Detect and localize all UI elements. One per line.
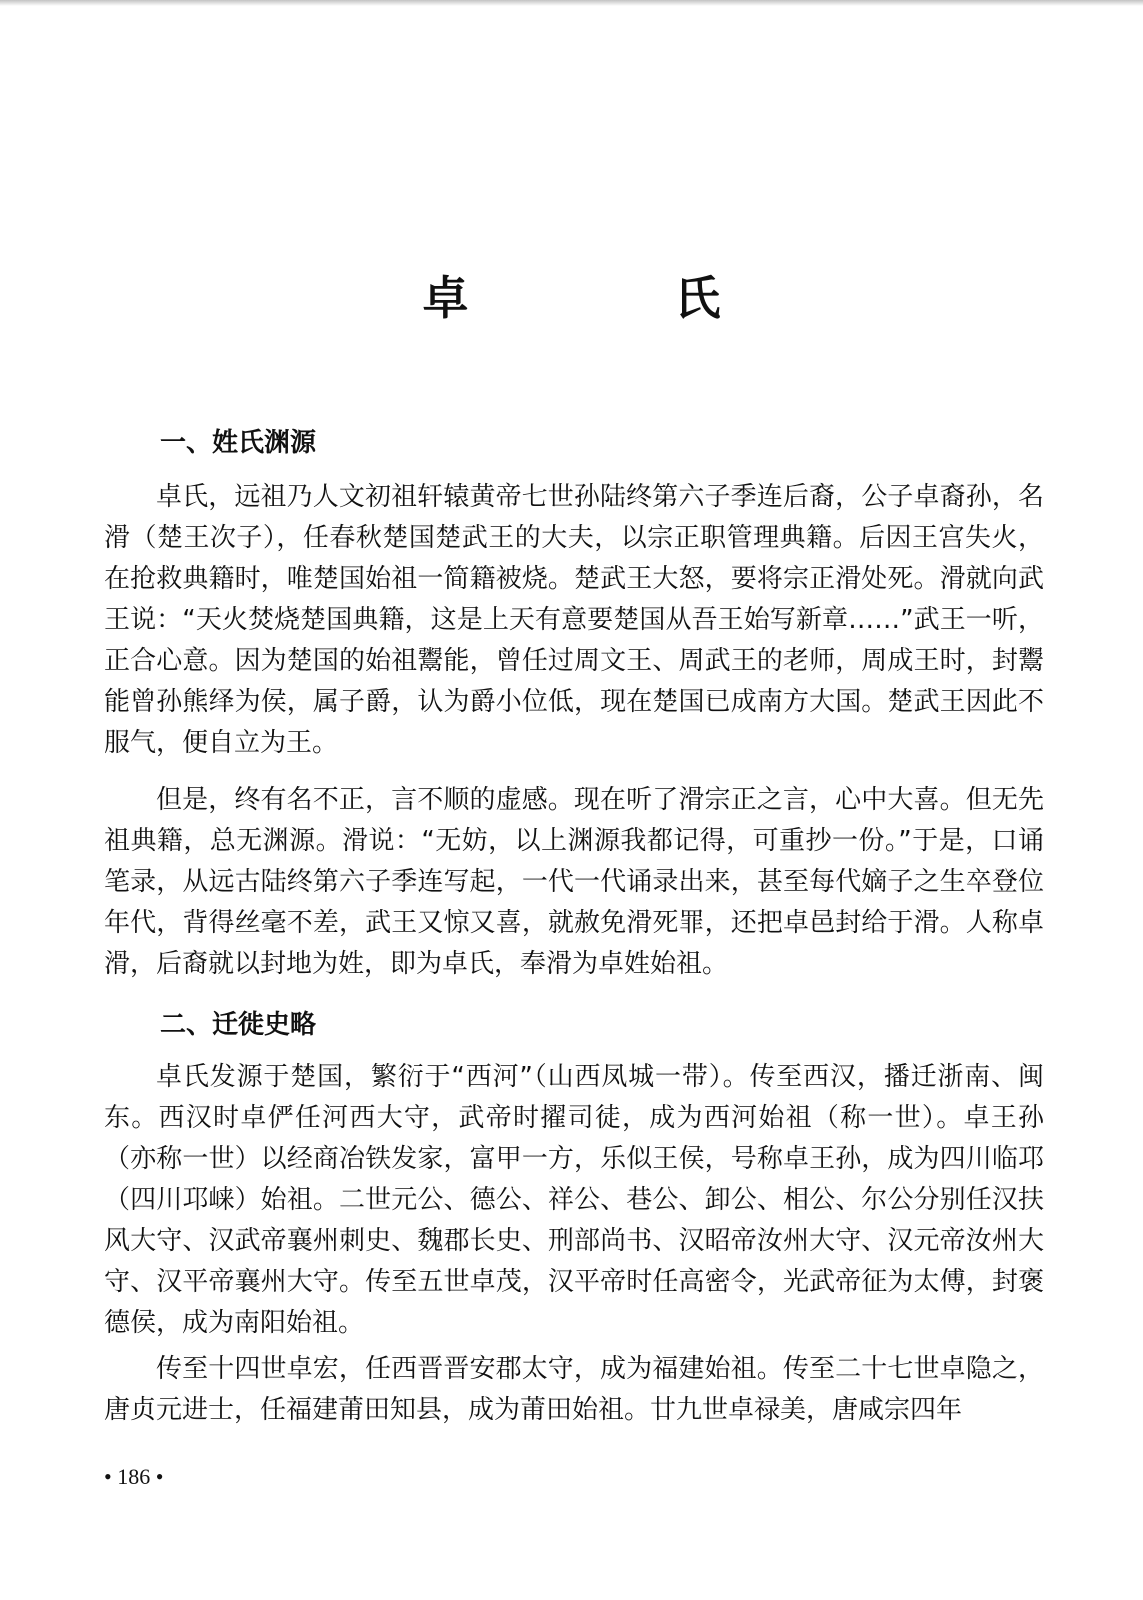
paragraph-origin-2: 但是，终有名不正，言不顺的虚感。现在听了滑宗正之言，心中大喜。但无先祖典籍，总无渊源。滑说：“无妨，以上渊源我都记得，可重抄一份。”于是，口诵笔录，从远古陆终第六子季连写起，一代一代诵录出来，甚至每代嫡子之生卒登位年代，背得丝毫不差，武王又惊又喜，就赦免滑死罪，还把卓邑封给于滑。人称卓滑，后裔就以封地为姓，即为卓氏，奉滑为卓姓始祖。 [104, 785, 1044, 979]
section-heading-migration: 二、迁徙史略 [160, 1010, 317, 1040]
paragraph-migration-2: 传至十四世卓宏，任西晋晋安郡太守，成为福建始祖。传至二十七世卓隐之，唐贞元进士，任福建莆田知县，成为莆田始祖。廿九世卓禄美，唐咸宗四年 [104, 1354, 1044, 1425]
paragraph-migration-1: 卓氏发源于楚国，繁衍于“西河”（山西凤城一带）。传至西汉，播迁浙南、闽东。西汉时卓俨任河西大守，武帝时擢司徒，成为西河始祖（称一世）。卓王孙（亦称一世）以经商冶铁发家，富甲一方，乐似王侯，号称卓王孙，成为四川临邛（四川邛崃）始祖。二世元公、德公、祥公、巷公、卸公、相公、尔公分别任汉扶风大守、汉武帝襄州刺史、魏郡长史、刑部尚书、汉昭帝汝州大守、汉元帝汝州大守、汉平帝襄州大守。传至五世卓茂，汉平帝时任高密令，光武帝征为太傅，封褒德侯，成为南阳始祖。 [104, 1062, 1044, 1338]
page-title: 卓 氏 [422, 271, 801, 325]
page-number: • 186 • [104, 1464, 164, 1489]
section-heading-origin: 一、姓氏渊源 [160, 428, 317, 458]
scan-edge [0, 0, 1143, 6]
paragraph-origin-1: 卓氏，远祖乃人文初祖轩辕黄帝七世孙陆终第六子季连后裔，公子卓裔孙，名滑（楚王次子），任春秋楚国楚武王的大夫，以宗正职管理典籍。后因王宫失火，在抢救典籍时，唯楚国始祖一简籍被烧。楚武王大怒，要将宗正滑处死。滑就向武王说：“天火焚烧楚国典籍，这是上天有意要楚国从吾王始写新章……”武王一听，正合心意。因为楚国的始祖鬻能，曾任过周文王、周武王的老师，周成王时，封鬻能曾孙熊绎为侯，属子爵，认为爵小位低，现在楚国已成南方大国。楚武王因此不服气，便自立为王。 [104, 482, 1044, 758]
